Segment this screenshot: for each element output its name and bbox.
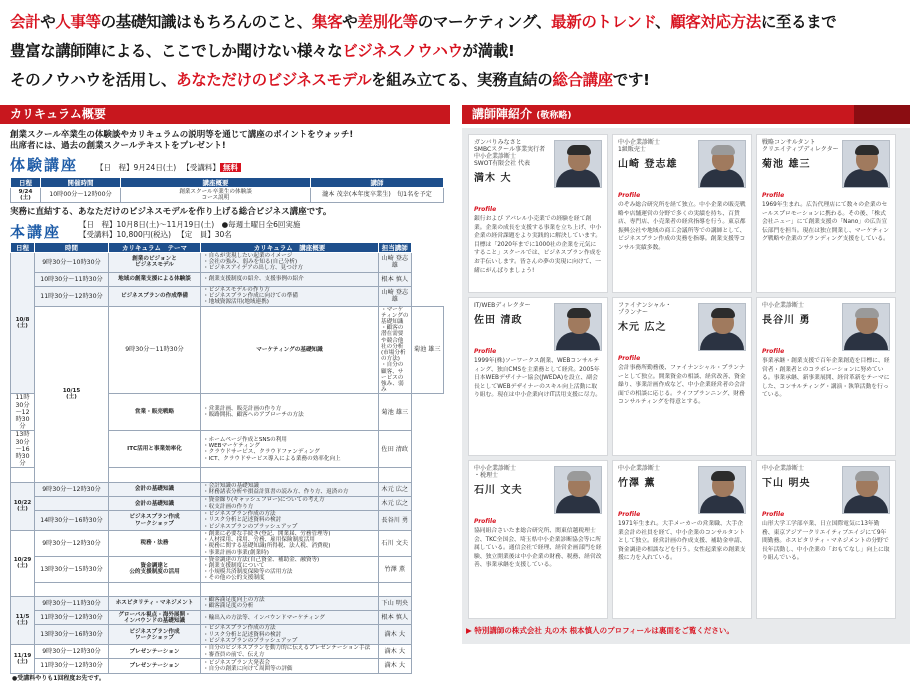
row-lecturer: 木元 広之 [379, 482, 412, 496]
row-lecturer: 根本 慎人 [379, 611, 412, 625]
trial-schedule-table [10, 177, 444, 203]
headline-line-1 [10, 8, 900, 37]
headline-segment: のマーケティング、 [417, 13, 552, 31]
headline-segment: の基礎知識はもちろんのこと、 [100, 13, 313, 31]
main-table-row [11, 645, 444, 659]
row-theme: プレゼンテーション [109, 659, 201, 673]
row-date: 10/22 (土) [11, 482, 35, 530]
row-content: ・自らが実現したい起業のイメージ ・会社の強み、弱みを知る(自己分析) ・ビジネスアイデアの出し方、見つけ方 [201, 253, 379, 273]
row-lecturer [379, 582, 412, 596]
headline-segment: や [40, 13, 56, 31]
headline-segment: 、 [655, 13, 671, 31]
instructor-bio: のぞみ総合研究所を経て独立。中小企業の販売戦略や店舗運営の分野で多くの実績を持ち、百貨店、専門店、小売業者の経営指導を行う。東京都振興公社や地域の商工会議所等での講師として、ビジネスプラン作成の実務を指導。創業支援等コンサル実績多数。 [618, 202, 746, 251]
instructor-photo [554, 140, 602, 188]
row-lecturer: 根本 慎人 [379, 272, 412, 286]
instructor-role: 中小企業診断士 ・税理士 [474, 465, 517, 479]
row-time: 9時30分～10時30分 [35, 253, 109, 273]
instructor-card [468, 297, 608, 456]
photo-suit [844, 495, 888, 513]
row-time: 9時30分～12時30分 [35, 530, 109, 556]
row-theme: 創業のビジョンと ビジネスモデル [109, 253, 201, 273]
row-content: ・ビジネスプラン作成の方法 ・リスク分析と記述資料の検討 ・ビジネスプランのブラッシュアップ [201, 625, 379, 645]
row-date: 10/15 (土) [35, 306, 109, 482]
row-time: 9時30分～12時30分 [35, 645, 109, 659]
row-content: ・ビジネスモデルの作り方 ・ビジネスプラン作成に向けての準備 ・地域資源活用(地域連携) [201, 286, 379, 306]
row-lecturer: 竹澤 薫 [379, 556, 412, 582]
main-table-row [11, 596, 444, 610]
row-content [201, 468, 379, 482]
trial-fee-label: 【受講料】 [186, 163, 220, 172]
row-time: 9時30分～11時30分 [35, 596, 109, 610]
instructor-name: 長谷川 勇 [762, 315, 811, 326]
instructor-photo [554, 303, 602, 351]
row-content: ・顧客満足度向上の方法 ・顧客満足度の分析 [201, 596, 379, 610]
row-time [35, 496, 109, 510]
photo-hair [567, 308, 591, 318]
instructor-photo [554, 466, 602, 514]
trial-intro-line-1: 創業スクール卒業生の体験談やカリキュラムの説明等を通じて講座のポイントをウォッチ! [10, 130, 354, 140]
instructor-card [756, 134, 896, 293]
instructor-role: 中小企業診断士 1級販売士 [618, 139, 661, 153]
instructor-bio: 1971年生まれ。大手メーカーの営業職、大手企業会計の社員を経て、中小企業のコンサルタントとして独立。経営計画の作成支援、補助金申請、資金調達の相談などを行う。女性起業家の創業支援に力を入れている。 [618, 521, 746, 562]
main-fee: 【受講料】10,800円(税込) [79, 230, 172, 239]
row-date: 10/29 (土) [11, 530, 35, 596]
photo-hair [711, 471, 735, 481]
row-content: ・輸出入の方法等、インバウンドマーケティング [201, 611, 379, 625]
main-course-title: 本講座 [10, 223, 62, 241]
headline-segment: や [342, 13, 358, 31]
headline [0, 0, 910, 100]
main-table-row [11, 286, 444, 306]
headline-segment: 人事等 [55, 13, 101, 31]
row-theme: ビジネスプラン作成 ワークショップ [109, 511, 201, 531]
row-lecturer: 菊池 雄三 [411, 306, 444, 394]
main-table-row [11, 530, 444, 556]
main-schedule-table [10, 242, 444, 674]
headline-segment: に至るまで [760, 13, 837, 31]
main-table-row [11, 272, 444, 286]
row-lecturer: 満木 大 [379, 659, 412, 673]
row-time: 13時30分～16時30分 [11, 431, 35, 468]
instructor-photo [842, 466, 890, 514]
main-table-row [11, 556, 444, 582]
main-table-row [11, 511, 444, 531]
trial-course-info [96, 163, 241, 175]
instructor-role: 戦略コンサルタント クリエイティブディレクター [762, 139, 839, 153]
special-instructor-footnote: ▶ 特別講師の株式会社 丸の木 根本慎人のプロフィールは裏面をご覧ください。 [466, 626, 734, 635]
instructor-name: 石川 文夫 [474, 485, 523, 496]
instructor-name: 下山 明央 [762, 478, 811, 489]
instructor-role: ガンバりみなさと SMBCスクール事業実行者 中小企業診断士 SWOT有限会社 代表 [474, 139, 546, 167]
instructor-name: 満木 大 [474, 173, 512, 184]
trial-col-date: 日程 [11, 178, 41, 188]
instructor-role: 中小企業診断士 [618, 465, 661, 472]
row-lecturer: 木元 広之 [379, 496, 412, 510]
instructor-bio: 協同組合さいたま総合研究所、関東信越税理士会、TKC全国会、埼玉県中小企業診断協会等に所属している。通信会社で経理、経営企画部門を経験、独立開業後は中小企業の財務、税務、経営改善、事業承継を支援している。 [474, 528, 602, 569]
main-title-row [10, 220, 444, 242]
main-col-date: 日程 [11, 243, 35, 253]
photo-suit [844, 169, 888, 187]
free-badge: 無料 [220, 163, 241, 172]
row-theme: プレゼンテーション [109, 645, 201, 659]
curriculum-section-header [0, 105, 450, 124]
headline-line-2 [10, 37, 900, 66]
instructor-bio: 銀行および アパレル小売業での経験を経て創業。企業の成長を支援する事業を立ち上げ、中小企業の経営課題をより実践的に解決しています。目標は「2020年までに1000社の企業を元気にすること」スクールでは、ビジネスプラン作成をお手伝いします。皆さんの夢の実現に向けて、一緒にがんばりましょう! [474, 216, 602, 274]
main-date: 【日 程】10月8日(土)～11月19日(土) ●毎週土曜日全6回実施 [79, 220, 301, 229]
row-date: 10/8 (土) [11, 253, 35, 394]
trial-col-time: 開催時間 [41, 178, 121, 188]
photo-suit [844, 332, 888, 350]
row-time: 11時30分～12時30分 [35, 659, 109, 673]
row-time: 11時30分～12時30分 [35, 286, 109, 306]
main-table-row [11, 496, 444, 510]
trial-row-date: 9/24 (土) [11, 188, 41, 203]
headline-line-3 [10, 66, 900, 95]
headline-segment: が満載! [462, 42, 515, 60]
row-theme: ホスピタリティ・マネジメント [109, 596, 201, 610]
instructor-name: 佐田 清政 [474, 315, 523, 326]
instructor-card [756, 297, 896, 456]
headline-segment: あなただけのビジネスモデル [176, 71, 372, 89]
photo-suit [700, 495, 744, 513]
instructor-name: 山崎 登志雄 [618, 159, 678, 170]
instructor-photo [698, 140, 746, 188]
trial-row-lecturer: 瀧本 茂幸(本年度卒業生) 旬1名を予定 [311, 188, 444, 203]
instructor-card [612, 134, 752, 293]
instructor-name: 菊池 雄三 [762, 159, 811, 170]
headline-segment: 顧客対応方法 [670, 13, 761, 31]
profile-label: Profile [762, 192, 785, 199]
row-time: 9時30分～12時30分 [35, 482, 109, 496]
curriculum-section-title: カリキュラム概要 [10, 107, 106, 121]
row-time: 9時30分～11時30分 [109, 306, 201, 394]
main-col-time: 時間 [35, 243, 109, 253]
headline-segment: です! [612, 71, 650, 89]
row-content: ・営業計画、販売計画の作り方 ・販路開拓、顧客へのアプローチの方法 [201, 394, 379, 431]
trial-course-title: 体験講座 [10, 156, 79, 174]
headline-segment: 差別化等 [357, 13, 418, 31]
main-table-row [11, 625, 444, 645]
headline-segment: 総合講座 [552, 71, 613, 89]
row-theme [109, 582, 201, 596]
instructors-section-title: 講師陣紹介 [472, 107, 533, 121]
profile-label: Profile [474, 518, 497, 525]
instructor-photo [842, 303, 890, 351]
main-intro: 実務に直結する、あなただけのビジネスモデルを作り上げる総合ビジネス講座です。 [10, 207, 332, 217]
instructors-section-subtitle: (敬称略) [536, 111, 572, 121]
photo-suit [556, 169, 600, 187]
row-theme [109, 468, 201, 482]
photo-hair [855, 145, 879, 155]
row-theme: 地域の創業支援による体験談 [109, 272, 201, 286]
row-date: 11/19 (土) [11, 645, 35, 674]
profile-label: Profile [474, 206, 497, 213]
main-table-row [11, 659, 444, 673]
trial-intro [10, 130, 444, 152]
row-lecturer: 山崎 登志雄 [379, 286, 412, 306]
headline-segment: を組み立てる、実務直結の [371, 71, 553, 89]
photo-hair [567, 145, 591, 155]
row-lecturer: 菊池 雄三 [379, 394, 412, 431]
trial-date: 【日 程】9月24日(土) [96, 163, 177, 172]
instructor-card [468, 460, 608, 619]
instructor-photo [842, 140, 890, 188]
instructor-card [612, 460, 752, 619]
row-date: 11/5 (土) [11, 596, 35, 644]
photo-suit [700, 332, 744, 350]
row-lecturer: 佐田 清政 [379, 431, 412, 468]
photo-hair [855, 471, 879, 481]
profile-label: Profile [618, 192, 641, 199]
row-content: ・マーケティングの基礎知識 ・顧客の潜在需要や競合他社の分析(市場分析の方法) ・自分の顧客、サービスの強み、弱み [379, 306, 412, 394]
headline-segment: 会計 [10, 13, 41, 31]
row-lecturer: 長谷川 勇 [379, 511, 412, 531]
instructor-bio: 事業承継・創業支援で百年企業創造を目標に、経営者・創業者とのコラボレーションに努めている。事業承継、新事業展開、経営革新をテーマにした、コンサルティング・講演・執筆活動を行っている。 [762, 358, 890, 399]
row-lecturer: 満木 大 [379, 625, 412, 645]
instructor-name: 木元 広之 [618, 322, 667, 333]
row-content: ・創業支援制度の紹介、支援事例の紹介 [201, 272, 379, 286]
trial-title-row [10, 154, 444, 175]
curriculum-panel [0, 126, 452, 682]
main-col-theme: カリキュラム テーマ [109, 243, 201, 253]
instructor-role: 中小企業診断士 [762, 302, 805, 309]
row-theme: ビジネスプラン作成 ワークショップ [109, 625, 201, 645]
instructor-photo [698, 303, 746, 351]
main-table-header [11, 243, 444, 253]
trial-table-header [11, 178, 444, 188]
row-lecturer [379, 468, 412, 482]
main-table-row [11, 253, 444, 273]
row-time [11, 468, 35, 482]
trial-row-time: 10時00分～12時00分 [41, 188, 121, 203]
instructor-role: ファイナンシャル・ プランナー [618, 302, 672, 316]
headline-segment: 最新のトレンド [551, 13, 656, 31]
instructors-panel [462, 128, 910, 644]
instructors-section-header [462, 105, 910, 124]
profile-label: Profile [762, 511, 785, 518]
instructor-card [468, 134, 608, 293]
main-col-content: カリキュラム 講座概要 [201, 243, 379, 253]
row-time: 13時30分～16時30分 [35, 625, 109, 645]
row-content: ・会計知識の基礎知識 ・財務諸表分析や損益計算書の読み方、作り方、返済の方 [201, 482, 379, 496]
instructor-name: 竹澤 薫 [618, 478, 656, 489]
photo-suit [700, 169, 744, 187]
trial-intro-line-2: 出席者には、過去の創業スクールテキストをプレゼント! [10, 141, 226, 151]
instructor-bio: 山形大学工学部卒業、日立国際電気に13年勤務、東京アジア一クリエイティブエイジにて9年間勤務。ホスピタリティ・マネジメントの分野で長年活動し、中小企業の「おもてなし」向上に取り組んでいる。 [762, 521, 890, 562]
trial-table-row [11, 188, 444, 203]
row-theme: ITC活用と事業効率化 [109, 431, 201, 468]
row-lecturer: 山崎 登志雄 [379, 253, 412, 273]
main-table-row [11, 611, 444, 625]
instructor-bio: 1969年生まれ。広告代理店にて数々の企業のセールスプロモーションに携わる。その後、「株式会社ニュー」にて創業支援の「Nano」の広告宣伝部門を担当。現在は独立開業し、マーケティング戦略や企業のブランディング支援をしている。 [762, 202, 889, 243]
row-time: 10時30分～11時30分 [35, 272, 109, 286]
main-table-row [11, 482, 444, 496]
row-lecturer: 石川 文夫 [379, 530, 412, 556]
instructor-grid [468, 134, 904, 619]
trial-col-summary: 講座概要 [121, 178, 311, 188]
profile-label: Profile [474, 348, 497, 355]
profile-label: Profile [618, 355, 641, 362]
row-time: 11時30分～12時30分 [35, 611, 109, 625]
trial-row-summary: 創業スクール卒業生の体験談 コース説明 [121, 188, 311, 203]
row-content: ・ホームページ作成とSNSの利用 ・WEBマーケティング ・クラウドサービス、クラウドファンディング ・ICT、クラウドサービス導入による業務の効率化向上 [201, 431, 379, 468]
main-table-row [11, 582, 444, 596]
row-time: 14時30分～16時30分 [35, 511, 109, 531]
headline-segment: 豊富な講師陣による、ここでしか聞けない様々な [10, 42, 343, 60]
row-time: 13時30分～15時30分 [35, 556, 109, 582]
row-time [35, 582, 109, 596]
instructor-role: IT/WEBディレクター [474, 302, 531, 309]
main-table-row [11, 306, 444, 394]
instructor-card [756, 460, 896, 619]
photo-hair [711, 308, 735, 318]
photo-suit [556, 495, 600, 513]
row-theme: 資金調達と 公的支援制度の活用 [109, 556, 201, 582]
main-course-info [79, 220, 300, 242]
row-content: ・ビジネスプラン作成の方法 ・リスク分析と記述資料の検討 ・ビジネスプランのブラッシュアップ [201, 511, 379, 531]
instructor-photo [698, 466, 746, 514]
row-lecturer: 下山 明央 [379, 596, 412, 610]
photo-suit [556, 332, 600, 350]
profile-label: Profile [618, 511, 641, 518]
row-theme: 営業・販売戦略 [109, 394, 201, 431]
trial-col-lecturer: 講師 [311, 178, 444, 188]
main-table-note: ●受講料やりも1回程度お先です。 [12, 674, 105, 682]
photo-hair [855, 308, 879, 318]
row-content: ・資金繰り(キャッシュフロー)についての考え方 ・収支計画の作り方 [201, 496, 379, 510]
photo-hair [567, 471, 591, 481]
profile-label: Profile [762, 348, 785, 355]
instructor-role: 中小企業診断士 [762, 465, 805, 472]
main-col-lecturer: 担当講師 [379, 243, 412, 253]
row-content: ・ビジネスプラン大発表会 ・自分の創業に向けて周囲等の評価 [201, 659, 379, 673]
row-content: ・自分のビジネスプランを動力的に伝えるプレゼンテーション手法 ・審査員の前で、伝え方 [201, 645, 379, 659]
row-theme: ビジネスプランの作成準備 [109, 286, 201, 306]
main-capacity: 【定 員】30名 [181, 230, 232, 239]
headline-segment: ビジネスノウハウ [342, 42, 463, 60]
row-content: ・創業に必要な手続き(登記、開業届、労務管理等) ・人材採用、採用、労務、雇用保険制度活用 ・税務に関する基礎知識(所得税、法人税、消費税) ・事業計画の事業(創業時) [201, 530, 379, 556]
row-theme: 会計の基礎知識 [109, 496, 201, 510]
row-lecturer: 満木 大 [379, 645, 412, 659]
instructor-bio: 1999年(株)ソーワークス創業、WEBコンサルティング、独自CMSを主業務として経営。2005年日本WEBデザイナー協会(JWEDA)を設立、副会長としてWEBデザイナーのスキル向上活動に取り組む。現在は中小企業向けIT活用支援に尽力。 [474, 358, 601, 399]
row-theme: 会計の基礎知識 [109, 482, 201, 496]
row-theme: マーケティングの基礎知識 [201, 306, 379, 394]
row-content: ・資金調達の方法(自己資金、補助金、融資等) ・創業支援制度について ・小規模共済制度保険等の活用方法 ・その他の公的支援制度 [201, 556, 379, 582]
row-content [201, 582, 379, 596]
instructor-bio: 会計事務所勤務後、ファイナンシャル・プランナーとして独立。開業資金の相談、経営改善、資金繰り、事業計画作成など、中小企業経営者の会計面での相談に応じる。ライフプランニング、財務コンサルティングを得意とする。 [618, 365, 746, 406]
row-theme: グローバル視点・海外展開・ インバウンドの基礎知識 [109, 611, 201, 625]
photo-hair [711, 145, 735, 155]
instructor-card [612, 297, 752, 456]
headline-segment: 集客 [312, 13, 343, 31]
row-theme: 税務・法務 [109, 530, 201, 556]
headline-segment: そのノウハウを活用し、 [10, 71, 177, 89]
row-time: 11時30分～12時30分 [11, 394, 35, 431]
